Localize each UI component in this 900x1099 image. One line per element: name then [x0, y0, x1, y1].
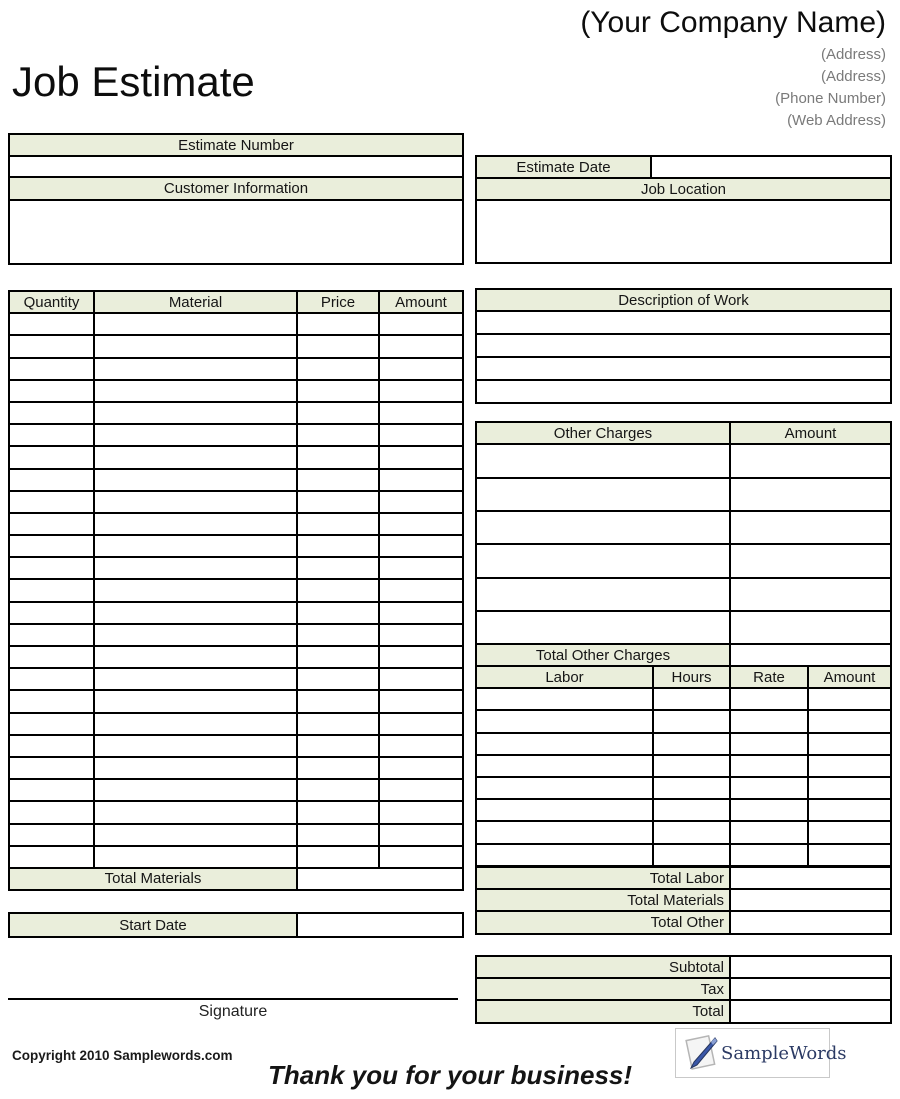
empty-row	[10, 558, 462, 580]
empty-cell[interactable]	[298, 470, 380, 490]
summary-block	[475, 955, 892, 1024]
empty-cell[interactable]	[10, 514, 95, 534]
empty-cell[interactable]	[654, 778, 731, 798]
empty-row	[10, 825, 462, 847]
empty-cell[interactable]	[809, 756, 890, 776]
empty-cell[interactable]	[477, 845, 654, 865]
empty-row	[477, 778, 890, 800]
empty-cell[interactable]	[298, 714, 380, 734]
start-date-row	[8, 912, 464, 938]
empty-cell[interactable]	[95, 647, 298, 667]
empty-cell[interactable]	[95, 381, 298, 401]
estimate-info-box	[8, 133, 464, 265]
empty-cell[interactable]	[10, 425, 95, 445]
empty-row	[477, 381, 890, 404]
empty-cell[interactable]	[809, 822, 890, 842]
empty-cell[interactable]	[477, 734, 654, 754]
empty-cell[interactable]	[380, 669, 462, 689]
empty-cell[interactable]	[95, 558, 298, 578]
total-materials-summary-label: Total Materials	[477, 890, 731, 910]
empty-cell[interactable]	[380, 780, 462, 800]
empty-cell[interactable]	[731, 734, 809, 754]
empty-cell[interactable]	[95, 825, 298, 845]
empty-cell[interactable]	[298, 403, 380, 423]
empty-row	[10, 714, 462, 736]
empty-cell[interactable]	[380, 647, 462, 667]
start-date-field[interactable]	[298, 914, 462, 936]
empty-row	[10, 425, 462, 447]
empty-cell[interactable]	[95, 514, 298, 534]
empty-row	[10, 580, 462, 602]
empty-cell[interactable]	[10, 447, 95, 467]
empty-cell[interactable]	[95, 758, 298, 778]
empty-cell[interactable]	[809, 711, 890, 731]
empty-cell[interactable]	[95, 714, 298, 734]
empty-row	[477, 335, 890, 358]
estimate-number-field[interactable]	[10, 157, 462, 176]
empty-cell[interactable]	[10, 603, 95, 623]
empty-cell[interactable]	[10, 669, 95, 689]
empty-cell[interactable]	[10, 847, 95, 867]
job-location-label: Job Location	[477, 179, 890, 199]
empty-cell[interactable]	[380, 758, 462, 778]
empty-cell[interactable]	[380, 691, 462, 711]
total-materials-field[interactable]	[298, 869, 462, 889]
empty-cell[interactable]	[95, 603, 298, 623]
empty-cell[interactable]	[654, 689, 731, 709]
tax-label: Tax	[477, 979, 731, 999]
empty-cell[interactable]	[731, 800, 809, 820]
empty-cell[interactable]	[380, 580, 462, 600]
empty-cell[interactable]	[380, 847, 462, 867]
empty-row	[10, 470, 462, 492]
empty-cell[interactable]	[654, 734, 731, 754]
empty-cell[interactable]	[477, 445, 731, 476]
total-labor-label: Total Labor	[477, 868, 731, 888]
customer-information-field[interactable]	[10, 201, 462, 263]
empty-cell[interactable]	[380, 625, 462, 645]
total-materials-summary-field[interactable]	[731, 890, 890, 910]
subtotal-label: Subtotal	[477, 957, 731, 977]
empty-row	[477, 312, 890, 335]
empty-cell[interactable]	[731, 512, 890, 543]
empty-row	[10, 603, 462, 625]
empty-row	[10, 625, 462, 647]
empty-row	[477, 479, 890, 512]
empty-cell[interactable]	[10, 403, 95, 423]
empty-row	[477, 756, 890, 778]
labor-header-hours: Hours	[654, 667, 731, 687]
signature-label: Signature	[198, 1003, 268, 1020]
company-phone: (Phone Number)	[775, 90, 886, 107]
tax-field[interactable]	[731, 979, 890, 999]
empty-cell[interactable]	[731, 778, 809, 798]
estimate-date-field[interactable]	[652, 157, 890, 177]
empty-cell[interactable]	[809, 734, 890, 754]
empty-cell[interactable]	[298, 736, 380, 756]
empty-cell[interactable]	[298, 425, 380, 445]
empty-row	[10, 669, 462, 691]
empty-row	[477, 512, 890, 545]
empty-row	[10, 359, 462, 381]
empty-cell[interactable]	[298, 381, 380, 401]
empty-cell[interactable]	[477, 358, 890, 379]
description-of-work-table	[475, 288, 892, 404]
empty-cell[interactable]	[380, 403, 462, 423]
empty-cell[interactable]	[95, 802, 298, 822]
empty-cell[interactable]	[95, 847, 298, 867]
empty-cell[interactable]	[380, 359, 462, 379]
empty-cell[interactable]	[380, 425, 462, 445]
empty-row	[10, 403, 462, 425]
other-charges-header-label: Other Charges	[477, 423, 731, 443]
empty-cell[interactable]	[298, 558, 380, 578]
customer-information-label: Customer Information	[10, 178, 462, 199]
empty-cell[interactable]	[731, 822, 809, 842]
empty-cell[interactable]	[10, 492, 95, 512]
description-of-work-body	[477, 312, 890, 404]
empty-cell[interactable]	[10, 714, 95, 734]
empty-cell[interactable]	[477, 335, 890, 356]
empty-cell[interactable]	[477, 756, 654, 776]
empty-row	[10, 691, 462, 713]
empty-cell[interactable]	[298, 780, 380, 800]
start-date-label: Start Date	[10, 914, 298, 936]
empty-cell[interactable]	[380, 314, 462, 334]
empty-cell[interactable]	[731, 445, 890, 476]
empty-row	[477, 822, 890, 844]
empty-cell[interactable]	[654, 845, 731, 865]
empty-cell[interactable]	[477, 778, 654, 798]
total-other-charges-field[interactable]	[731, 645, 890, 665]
empty-cell[interactable]	[298, 314, 380, 334]
company-address-line1: (Address)	[820, 46, 886, 63]
empty-cell[interactable]	[477, 711, 654, 731]
empty-row	[10, 780, 462, 802]
other-charges-body	[477, 445, 890, 645]
empty-cell[interactable]	[298, 625, 380, 645]
empty-cell[interactable]	[380, 825, 462, 845]
empty-row	[477, 545, 890, 578]
total-other-field[interactable]	[731, 912, 890, 932]
empty-cell[interactable]	[477, 800, 654, 820]
empty-row	[10, 381, 462, 403]
empty-row	[477, 711, 890, 733]
empty-row	[10, 647, 462, 669]
empty-cell[interactable]	[298, 359, 380, 379]
empty-cell[interactable]	[10, 802, 95, 822]
job-location-field[interactable]	[477, 201, 890, 261]
description-of-work-label: Description of Work	[477, 290, 890, 310]
empty-cell[interactable]	[654, 711, 731, 731]
labor-header-rate: Rate	[731, 667, 809, 687]
empty-cell[interactable]	[731, 479, 890, 510]
empty-cell[interactable]	[731, 711, 809, 731]
empty-cell[interactable]	[380, 558, 462, 578]
empty-cell[interactable]	[731, 579, 890, 610]
empty-cell[interactable]	[95, 359, 298, 379]
empty-cell[interactable]	[477, 612, 731, 643]
empty-cell[interactable]	[477, 822, 654, 842]
empty-row	[10, 314, 462, 336]
empty-row	[10, 847, 462, 869]
empty-cell[interactable]	[10, 758, 95, 778]
empty-cell[interactable]	[95, 780, 298, 800]
empty-cell[interactable]	[95, 580, 298, 600]
empty-cell[interactable]	[380, 514, 462, 534]
empty-cell[interactable]	[10, 381, 95, 401]
empty-cell[interactable]	[477, 479, 731, 510]
materials-header-amount: Amount	[380, 292, 462, 312]
samplewords-logo	[675, 1028, 847, 1078]
empty-cell[interactable]	[380, 736, 462, 756]
materials-header-price: Price	[298, 292, 380, 312]
empty-cell[interactable]	[298, 647, 380, 667]
labor-header-row	[477, 667, 890, 689]
empty-cell[interactable]	[298, 336, 380, 356]
empty-cell[interactable]	[477, 512, 731, 543]
empty-cell[interactable]	[298, 536, 380, 556]
empty-cell[interactable]	[298, 825, 380, 845]
empty-cell[interactable]	[380, 470, 462, 490]
labor-body	[477, 689, 890, 867]
estimate-date-label: Estimate Date	[477, 157, 652, 177]
empty-cell[interactable]	[731, 756, 809, 776]
empty-cell[interactable]	[95, 447, 298, 467]
empty-cell[interactable]	[477, 579, 731, 610]
copyright-text: Copyright 2010 Samplewords.com	[12, 1048, 233, 1063]
empty-cell[interactable]	[731, 689, 809, 709]
subtotal-field[interactable]	[731, 957, 890, 977]
labor-table	[475, 665, 892, 867]
empty-cell[interactable]	[95, 470, 298, 490]
empty-cell[interactable]	[10, 558, 95, 578]
materials-header-quantity: Quantity	[10, 292, 95, 312]
empty-cell[interactable]	[298, 492, 380, 512]
materials-body	[10, 314, 462, 869]
empty-cell[interactable]	[380, 381, 462, 401]
empty-cell[interactable]	[731, 845, 809, 865]
empty-cell[interactable]	[380, 714, 462, 734]
empty-cell[interactable]	[95, 492, 298, 512]
empty-cell[interactable]	[95, 336, 298, 356]
empty-row	[10, 514, 462, 536]
total-materials-row	[10, 869, 462, 891]
empty-cell[interactable]	[95, 536, 298, 556]
empty-row	[477, 800, 890, 822]
empty-row	[477, 579, 890, 612]
empty-cell[interactable]	[380, 447, 462, 467]
empty-cell[interactable]	[298, 691, 380, 711]
empty-cell[interactable]	[298, 603, 380, 623]
empty-row	[10, 736, 462, 758]
other-charges-table	[475, 421, 892, 646]
empty-cell[interactable]	[380, 802, 462, 822]
company-name: (Your Company Name)	[580, 6, 886, 39]
empty-row	[477, 445, 890, 478]
empty-cell[interactable]	[95, 403, 298, 423]
empty-cell[interactable]	[10, 736, 95, 756]
empty-cell[interactable]	[10, 780, 95, 800]
empty-cell[interactable]	[298, 847, 380, 867]
empty-cell[interactable]	[10, 691, 95, 711]
total-materials-label: Total Materials	[10, 869, 298, 889]
empty-cell[interactable]	[298, 514, 380, 534]
total-label: Total	[477, 1001, 731, 1021]
company-address-line2: (Address)	[820, 68, 886, 85]
empty-cell[interactable]	[477, 689, 654, 709]
empty-cell[interactable]	[10, 359, 95, 379]
total-other-charges-label: Total Other Charges	[477, 645, 731, 665]
empty-cell[interactable]	[95, 314, 298, 334]
empty-cell[interactable]	[10, 536, 95, 556]
empty-cell[interactable]	[380, 492, 462, 512]
empty-cell[interactable]	[731, 612, 890, 643]
empty-cell[interactable]	[809, 778, 890, 798]
labor-header-amount: Amount	[809, 667, 890, 687]
empty-cell[interactable]	[298, 669, 380, 689]
pen-paper-icon	[680, 1031, 720, 1075]
empty-row	[10, 492, 462, 514]
empty-row	[10, 447, 462, 469]
logo-text: SampleWords	[721, 1042, 847, 1064]
empty-cell[interactable]	[298, 447, 380, 467]
empty-cell[interactable]	[10, 647, 95, 667]
job-info-box	[475, 155, 892, 264]
empty-cell[interactable]	[654, 756, 731, 776]
empty-cell[interactable]	[654, 800, 731, 820]
signature-line[interactable]	[8, 998, 458, 1000]
totals-block	[475, 866, 892, 935]
total-labor-field[interactable]	[731, 868, 890, 888]
empty-cell[interactable]	[380, 603, 462, 623]
empty-row	[477, 612, 890, 645]
empty-row	[477, 358, 890, 381]
empty-cell[interactable]	[95, 669, 298, 689]
page-title: Job Estimate	[12, 58, 255, 105]
empty-cell[interactable]	[95, 425, 298, 445]
empty-cell[interactable]	[380, 336, 462, 356]
total-other-label: Total Other	[477, 912, 731, 932]
empty-cell[interactable]	[95, 736, 298, 756]
empty-cell[interactable]	[477, 381, 890, 402]
empty-row	[10, 802, 462, 824]
empty-cell[interactable]	[731, 545, 890, 576]
empty-cell[interactable]	[809, 845, 890, 865]
materials-header-material: Material	[95, 292, 298, 312]
empty-cell[interactable]	[10, 336, 95, 356]
empty-cell[interactable]	[10, 825, 95, 845]
empty-cell[interactable]	[809, 800, 890, 820]
labor-header-labor: Labor	[477, 667, 654, 687]
empty-row	[477, 689, 890, 711]
empty-row	[10, 336, 462, 358]
empty-row	[477, 845, 890, 867]
empty-cell[interactable]	[10, 625, 95, 645]
company-details	[775, 44, 886, 132]
estimate-number-label: Estimate Number	[10, 135, 462, 155]
empty-cell[interactable]	[654, 822, 731, 842]
total-other-charges-row	[475, 643, 892, 667]
empty-cell[interactable]	[10, 580, 95, 600]
empty-cell[interactable]	[298, 802, 380, 822]
empty-cell[interactable]	[95, 625, 298, 645]
empty-cell[interactable]	[809, 689, 890, 709]
other-charges-header-amount: Amount	[731, 423, 890, 443]
other-charges-header-row	[477, 423, 890, 445]
company-web: (Web Address)	[787, 112, 886, 129]
empty-cell[interactable]	[477, 312, 890, 333]
empty-cell[interactable]	[380, 536, 462, 556]
empty-row	[477, 734, 890, 756]
empty-row	[10, 536, 462, 558]
materials-table	[8, 290, 464, 891]
empty-cell[interactable]	[10, 470, 95, 490]
materials-header-row	[10, 292, 462, 314]
empty-cell[interactable]	[298, 580, 380, 600]
empty-cell[interactable]	[477, 545, 731, 576]
empty-cell[interactable]	[10, 314, 95, 334]
empty-cell[interactable]	[298, 758, 380, 778]
thank-you-message: Thank you for your business!	[267, 1060, 633, 1090]
empty-row	[10, 758, 462, 780]
empty-cell[interactable]	[95, 691, 298, 711]
total-field[interactable]	[731, 1001, 890, 1021]
